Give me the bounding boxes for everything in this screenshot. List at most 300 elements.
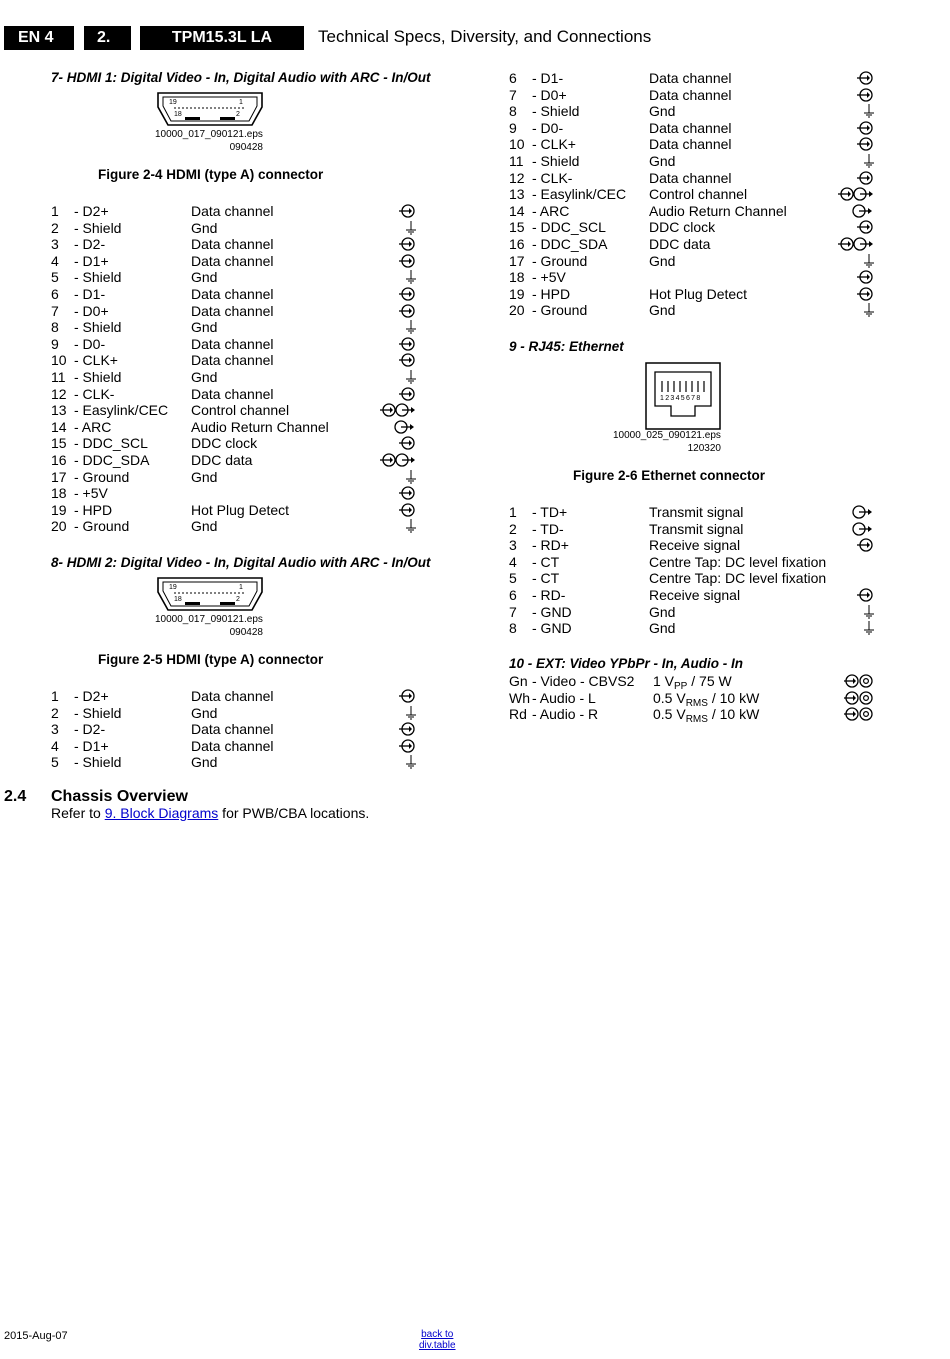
pin-number: 7 [51, 302, 59, 319]
ext-signal: - Audio - L [532, 689, 596, 706]
in-icon [396, 721, 418, 737]
hdmi2-eps-ref [155, 613, 263, 639]
pin-row [509, 286, 879, 303]
pin-row [51, 688, 421, 705]
pin-number: 14 [509, 202, 525, 219]
pin-description: Transmit signal [649, 520, 744, 537]
pin-description: DDC data [649, 235, 711, 252]
pin-name: - D2- [74, 721, 106, 738]
pin-name: - D1- [74, 285, 106, 302]
pin-row [509, 587, 879, 604]
pin-number: 11 [51, 368, 66, 385]
pin-number: 4 [51, 737, 59, 754]
pin-row [509, 136, 879, 153]
pin-number: 1 [509, 504, 517, 520]
ground-icon [404, 518, 418, 534]
pin-row [51, 738, 421, 755]
pin-number: 10 [51, 352, 67, 369]
in-icon [854, 219, 876, 235]
pin-name: - D1- [532, 70, 564, 86]
pin-description: Gnd [191, 319, 218, 336]
ext-spec-unit: RMS [685, 714, 708, 726]
pin-description: Gnd [649, 152, 676, 169]
pin-row [51, 518, 421, 535]
ext-spec-value: 0.5 V [653, 689, 686, 706]
pin-row [51, 303, 421, 320]
in-icon [854, 136, 876, 152]
pin-name: - D2+ [74, 203, 109, 219]
pin-name: - D0- [74, 335, 106, 352]
pin-name: - DDC_SCL [74, 435, 148, 452]
in-icon [854, 286, 876, 302]
rj45-pin-numbers: 12345678 [660, 395, 702, 402]
pin-name: - GND [532, 620, 572, 637]
pin-description: Centre Tap: DC level fixation [649, 553, 827, 570]
section-heading: Chassis Overview [51, 788, 188, 805]
in-icon [396, 738, 418, 754]
pin-description: Data channel [649, 119, 732, 136]
pin-number: 17 [509, 252, 525, 269]
pin-row [509, 253, 879, 270]
pin-number: 13 [51, 402, 67, 419]
pin-name: - ARC [74, 418, 112, 435]
pin-name: - CT [532, 570, 560, 587]
pin-description: Data channel [191, 203, 274, 219]
ext-spec-impedance: / 10 kW [707, 689, 760, 706]
pin-description: Receive signal [649, 537, 741, 554]
pin-row [51, 253, 421, 270]
pin-description: Gnd [191, 219, 218, 236]
pin-description: Hot Plug Detect [649, 285, 748, 302]
pin-name: - Ground [532, 252, 588, 269]
pin-number: 16 [51, 451, 67, 468]
inout-icon [836, 236, 876, 252]
in-icon [854, 87, 876, 103]
rj45-eps-file: 10000_025_090121.eps [613, 430, 721, 441]
ext-spec-unit: RMS [685, 697, 708, 709]
hdmi2-section-title: 8- HDMI 2: Digital Video - In, Digital Audio with ARC - In/Out [51, 555, 431, 570]
pin-row [509, 153, 879, 170]
pin-name: - CLK- [532, 169, 573, 186]
pin-description: Gnd [191, 754, 218, 771]
hdmi1-eps-ref [155, 128, 263, 154]
pin-description: Audio Return Channel [649, 202, 787, 219]
pin-row [509, 120, 879, 137]
hdmi2-pin-table-part2 [509, 70, 879, 319]
pin-number: 7 [509, 603, 517, 620]
hdmi2-figure-caption: Figure 2-5 HDMI (type A) connector [98, 652, 324, 667]
ext-spec-value: 1 V [653, 673, 675, 689]
pin-description: Gnd [191, 368, 218, 385]
pin-name: - D0+ [532, 86, 567, 103]
pin-description: Data channel [191, 285, 274, 302]
pin-row [509, 103, 879, 120]
inout-icon [378, 452, 418, 468]
out-icon [852, 504, 876, 520]
hdmi2-connector-drawing [154, 576, 266, 614]
pin-row [509, 554, 879, 571]
hdmi1-figure-caption: Figure 2-4 HDMI (type A) connector [98, 167, 324, 182]
pin-name: - D1+ [74, 737, 109, 754]
pin-name: - D2+ [74, 688, 109, 704]
ext-color: Gn [509, 673, 528, 689]
pin-number: 20 [51, 518, 67, 535]
pin-name: - CT [532, 553, 560, 570]
pin-description: Data channel [649, 169, 732, 186]
pin-number: 9 [51, 335, 59, 352]
ext-row [509, 706, 879, 726]
pin-name: - Shield [74, 219, 122, 236]
ground-icon [862, 153, 876, 169]
pin-row [509, 236, 879, 253]
pin-description: Data channel [191, 236, 274, 253]
pin-name: - Shield [74, 319, 122, 336]
ext-signal: - Audio - R [532, 706, 599, 723]
pin-row [509, 302, 879, 319]
ext-pin-table [509, 673, 879, 726]
out-icon [394, 419, 418, 435]
pin-name: - RD+ [532, 537, 569, 554]
ground-icon [862, 620, 876, 636]
in-icon [396, 435, 418, 451]
pin-name: - Ground [74, 518, 130, 535]
pin-row [509, 186, 879, 203]
ground-icon [404, 369, 418, 385]
chassis-reference [51, 805, 369, 821]
pin-number: 1 [51, 688, 59, 704]
pin-row [51, 386, 421, 403]
page-title: Technical Specs, Diversity, and Connections [318, 27, 652, 46]
pin-row [51, 485, 421, 502]
pin-description: Control channel [649, 186, 748, 203]
pin-number: 5 [51, 269, 59, 286]
ground-icon [404, 319, 418, 335]
pin-row [509, 521, 879, 538]
pin-name: - D2- [74, 236, 106, 253]
pin-row [51, 269, 421, 286]
rj45-connector-drawing [645, 362, 721, 430]
pin-number: 18 [51, 485, 67, 502]
pin-description: Control channel [191, 402, 290, 419]
ext-spec-unit: PP [674, 681, 688, 692]
hdmi1-eps-code: 090428 [229, 142, 263, 153]
pin-row [509, 170, 879, 187]
rj45-pin-table [509, 504, 879, 637]
pin-name: - DDC_SCL [532, 219, 606, 236]
ext-spec-impedance: / 10 kW [707, 706, 760, 723]
chapter-number: 2. [97, 29, 111, 46]
rj45-section-title: 9 - RJ45: Ethernet [509, 339, 624, 354]
pin-name: - HPD [74, 501, 113, 518]
pin-name: - ARC [532, 202, 570, 219]
model-name: TPM15.3L LA [171, 29, 273, 46]
pin-number: 3 [509, 537, 517, 554]
refer-prefix: Refer to [51, 805, 105, 821]
hdmi2-eps-file: 10000_017_090121.eps [155, 614, 263, 625]
pin-row [51, 236, 421, 253]
pin-number: 8 [509, 620, 517, 637]
in-icon [854, 587, 876, 603]
pin-description: Data channel [191, 688, 274, 704]
out-icon [852, 203, 876, 219]
pin-number: 7 [509, 86, 517, 103]
pin-row [509, 219, 879, 236]
pin-row [51, 402, 421, 419]
ground-icon [404, 469, 418, 485]
in-icon [854, 170, 876, 186]
pin-name: - Easylink/CEC [74, 402, 169, 419]
pin-name: - GND [532, 603, 572, 620]
hdmi2-pin-label-18: 18 [174, 596, 182, 603]
in-icon [396, 688, 418, 704]
pin-description: Gnd [649, 103, 676, 120]
in-icon [396, 203, 418, 219]
ext-section-title: 10 - EXT: Video YPbPr - In, Audio - In [509, 656, 744, 671]
pin-name: - D0+ [74, 302, 109, 319]
pin-number: 19 [51, 501, 67, 518]
pin-description: Gnd [649, 302, 676, 319]
ground-icon [862, 604, 876, 620]
pin-row [51, 369, 421, 386]
ext-color: Rd [509, 706, 527, 723]
pin-row [51, 419, 421, 436]
section-number: 2.4 [4, 788, 27, 805]
rj45-figure-caption: Figure 2-6 Ethernet connector [573, 468, 766, 483]
model-badge [140, 26, 304, 50]
ground-icon [862, 302, 876, 318]
pin-name: - +5V [532, 269, 566, 286]
ext-color: Wh [509, 689, 530, 706]
hdmi1-eps-file: 10000_017_090121.eps [155, 129, 263, 140]
ground-icon [862, 103, 876, 119]
pin-row [51, 469, 421, 486]
pin-number: 9 [509, 119, 517, 136]
pin-description: Data channel [191, 252, 274, 269]
cinch-in-icon [842, 706, 874, 722]
pin-name: - CLK+ [532, 136, 576, 153]
pin-row [51, 705, 421, 722]
pin-description: Data channel [649, 86, 732, 103]
in-icon [396, 253, 418, 269]
ext-spec [653, 673, 732, 690]
pin-name: - +5V [74, 485, 108, 502]
pin-row [51, 336, 421, 353]
pin-description: Transmit signal [649, 504, 744, 520]
pin-row [509, 70, 879, 87]
chapter-badge [84, 26, 131, 50]
pin-name: - RD- [532, 586, 566, 603]
pin-row [51, 502, 421, 519]
pin-row [51, 754, 421, 771]
pin-row [509, 570, 879, 587]
refer-suffix: for PWB/CBA locations. [218, 805, 370, 821]
pin-description: Gnd [649, 252, 676, 269]
pin-name: - Shield [74, 368, 122, 385]
in-icon [396, 236, 418, 252]
pin-name: - Shield [532, 103, 580, 120]
pin-description: Data channel [191, 721, 274, 738]
pin-description: Data channel [649, 70, 732, 86]
pin-description: Receive signal [649, 586, 741, 603]
ground-icon [862, 253, 876, 269]
pin-row [51, 319, 421, 336]
pin-description: Audio Return Channel [191, 418, 329, 435]
pin-number: 5 [51, 754, 59, 771]
hdmi2-pin-label-2: 2 [236, 596, 240, 603]
back-link-line2: div.table [419, 1340, 456, 1351]
hdmi2-pin-label-1: 1 [239, 584, 243, 591]
in-icon [854, 537, 876, 553]
pin-name: - Ground [74, 468, 130, 485]
pin-row [509, 87, 879, 104]
ext-spec-impedance: / 75 W [687, 673, 732, 689]
pin-description: Data channel [191, 737, 274, 754]
ext-row [509, 690, 879, 707]
ground-icon [404, 269, 418, 285]
ext-spec [653, 706, 760, 726]
page-code: EN 4 [18, 29, 54, 46]
pin-name: - TD+ [532, 504, 568, 520]
in-icon [396, 502, 418, 518]
ext-row [509, 673, 879, 690]
pin-row [51, 435, 421, 452]
in-icon [854, 70, 876, 86]
pin-name: - DDC_SDA [74, 451, 150, 468]
pin-number: 19 [509, 285, 525, 302]
pin-description: Centre Tap: DC level fixation [649, 570, 827, 587]
pin-number: 17 [51, 468, 67, 485]
hdmi1-pin-table [51, 203, 421, 535]
pin-number: 6 [509, 70, 517, 86]
pin-name: - DDC_SDA [532, 235, 608, 252]
pin-number: 3 [51, 721, 59, 738]
pin-number: 20 [509, 302, 525, 319]
in-icon [396, 336, 418, 352]
pin-description: Gnd [191, 468, 218, 485]
pin-row [509, 537, 879, 554]
pin-number: 6 [51, 285, 59, 302]
pin-number: 1 [51, 203, 59, 219]
hdmi1-pin-label-2: 2 [236, 111, 240, 118]
back-to-div-table-link[interactable] [419, 1329, 456, 1351]
pin-number: 4 [509, 553, 517, 570]
pin-description: DDC data [191, 451, 253, 468]
pin-description: Data channel [191, 335, 274, 352]
inout-icon [836, 186, 876, 202]
pin-name: - CLK- [74, 385, 115, 402]
pin-number: 4 [51, 252, 59, 269]
pin-row [509, 604, 879, 621]
in-icon [854, 269, 876, 285]
pin-number: 16 [509, 235, 525, 252]
ext-spec-value: 0.5 V [653, 706, 686, 723]
hdmi2-eps-code: 090428 [229, 627, 263, 638]
pin-name: - Shield [74, 754, 122, 771]
hdmi1-pin-label-1: 1 [239, 99, 243, 106]
pin-description: Gnd [649, 620, 676, 637]
in-icon [396, 485, 418, 501]
in-icon [396, 352, 418, 368]
hdmi1-pin-label-18: 18 [174, 111, 182, 118]
cinch-in-icon [842, 673, 874, 689]
pin-description: DDC clock [191, 435, 258, 452]
pin-name: - Shield [74, 269, 122, 286]
pin-row [51, 203, 421, 220]
pin-row [509, 203, 879, 220]
hdmi1-section-title: 7- HDMI 1: Digital Video - In, Digital Audio with ARC - In/Out [51, 70, 431, 85]
pin-number: 8 [51, 319, 59, 336]
pin-number: 14 [51, 418, 67, 435]
hdmi1-connector-drawing [154, 91, 266, 129]
inout-icon [378, 402, 418, 418]
pin-number: 2 [51, 704, 59, 721]
pin-number: 10 [509, 136, 525, 153]
ext-signal: - Video - CBVS2 [532, 673, 635, 689]
pin-number: 12 [509, 169, 525, 186]
pin-number: 11 [509, 152, 524, 169]
hdmi2-pin-table-part1 [51, 688, 421, 771]
pin-name: - Easylink/CEC [532, 186, 627, 203]
pin-row [51, 452, 421, 469]
pin-row [51, 721, 421, 738]
pin-name: - Ground [532, 302, 588, 319]
hdmi1-pin-label-19: 19 [169, 99, 177, 106]
cinch-in-icon [842, 690, 874, 706]
rj45-eps-code: 120320 [687, 443, 721, 454]
pin-number: 8 [509, 103, 517, 120]
pin-description: Hot Plug Detect [191, 501, 290, 518]
pin-number: 2 [509, 520, 517, 537]
pin-row [509, 620, 879, 637]
pin-number: 2 [51, 219, 59, 236]
ground-icon [404, 754, 418, 770]
pin-number: 18 [509, 269, 525, 286]
pin-row [51, 220, 421, 237]
in-icon [396, 286, 418, 302]
back-link-line1: back to [421, 1329, 454, 1340]
pin-description: Gnd [191, 704, 218, 721]
footer-date: 2015-Aug-07 [4, 1330, 68, 1342]
pin-description: DDC clock [649, 219, 716, 236]
out-icon [852, 521, 876, 537]
hdmi2-pin-label-19: 19 [169, 584, 177, 591]
pin-name: - D0- [532, 119, 564, 136]
rj45-eps-ref [613, 429, 721, 455]
pin-number: 15 [51, 435, 67, 452]
pin-description: Gnd [649, 603, 676, 620]
ground-icon [404, 705, 418, 721]
in-icon [396, 303, 418, 319]
pin-row [509, 504, 879, 521]
pin-description: Gnd [191, 518, 218, 535]
pin-number: 5 [509, 570, 517, 587]
pin-name: - Shield [74, 704, 122, 721]
pin-description: Data channel [191, 352, 274, 369]
pin-row [509, 269, 879, 286]
pin-number: 6 [509, 586, 517, 603]
pin-number: 3 [51, 236, 59, 253]
ext-spec [653, 690, 759, 707]
pin-description: Data channel [191, 302, 274, 319]
in-icon [396, 386, 418, 402]
pin-name: - TD- [532, 520, 564, 537]
pin-row [51, 286, 421, 303]
pin-row [51, 352, 421, 369]
ground-icon [404, 220, 418, 236]
block-diagrams-link[interactable]: 9. Block Diagrams [104, 805, 219, 821]
pin-name: - Shield [532, 152, 580, 169]
pin-description: Gnd [191, 269, 218, 286]
